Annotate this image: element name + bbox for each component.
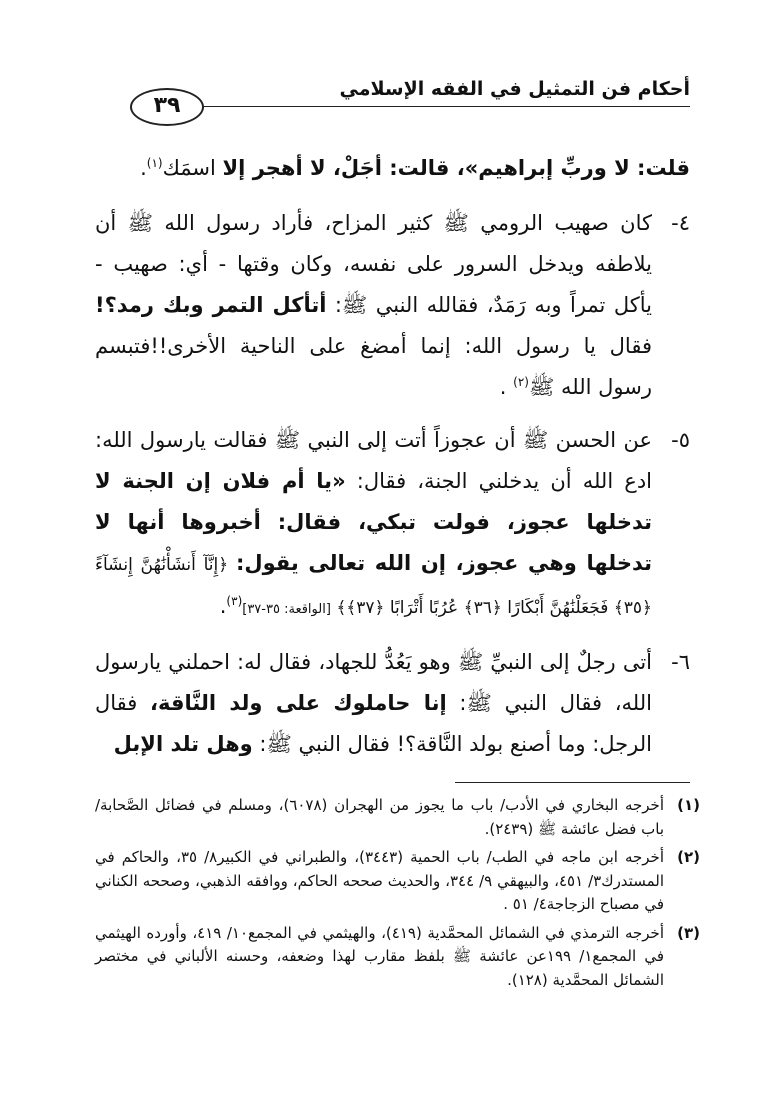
footnote-1: [95, 794, 700, 841]
item4-text-2: فقال يا رسول الله: إنما أمضغ على الناحية الأخرى!!فتبسم رسول الله ﷺ: [95, 334, 652, 399]
item-text-6: [95, 642, 652, 765]
item6-text-1: أتى رجلٌ إلى النبيِّ ﷺ وهو يَعُدُّ للجهاد، فقال له: احملني يارسول الله، فقال النبي ﷺ:: [95, 650, 652, 715]
footnote-ref-2: (٢): [513, 375, 529, 389]
item-text-5: [95, 420, 652, 630]
header-rule: [185, 106, 690, 107]
header-title: أحكام فن التمثيل في الفقه الإسلامي: [339, 78, 690, 100]
continuation-end: .: [140, 156, 147, 180]
footnote-text-1: أخرجه البخاري في الأدب/ باب ما يجوز من الهجران (٦٠٧٨)، ومسلم في فضائل الصَّحابة/ باب فضل عائشة ﷺ (٢٤٣٩).: [95, 796, 664, 838]
item5-bold: «يا أم فلان إن الجنة لا تدخلها عجوز، فولت تبكي، فقال: أخبروها أنها لا تدخلها وهي عجوز، إن الله تعالى يقول:: [95, 469, 652, 575]
item-number-6: ٦-: [671, 650, 690, 674]
continuation-bold: قلت: لا وربِّ إبراهيم»، قالت: أجَلْ، لا أهجر إلا: [222, 156, 690, 180]
footnote-separator: [455, 782, 690, 783]
footnotes: [95, 794, 700, 997]
quran-reference: [الواقعة: ٣٥-٣٧]: [242, 602, 331, 617]
footnote-number-3: (٣): [677, 923, 700, 942]
running-header: [100, 70, 690, 120]
quran-verse: ﴿إِنَّآ أَنشَأْنَٰهُنَّ إِنشَآءً ﴿٣٥﴾ فَجَعَلْنَٰهُنَّ أَبْكَارًا ﴿٣٦﴾ عُرُبًا أَتْرَابًا ﴿٣٧﴾﴾: [95, 555, 652, 618]
footnote-2: [95, 846, 700, 917]
list-item-5: [95, 420, 690, 630]
item6-bold-2: وهل تلد الإبل: [113, 732, 253, 756]
item5-text-1: عن الحسن ﷺ أن عجوزاً أتت إلى النبي ﷺ فقالت يارسول الله: ادع الله أن يدخلني الجنة، فقال:: [95, 428, 652, 493]
footnote-ref-1: (١): [146, 156, 163, 170]
footnote-ref-3: (٣): [226, 594, 243, 608]
item-number-4: ٤-: [671, 211, 690, 235]
list-item-6: [95, 642, 690, 765]
item4-text-1: كان صهيب الرومي ﷺ كثير المزاح، فأراد رسول الله ﷺ أن يلاطفه ويدخل السرور على نفسه، وكان وقتها - أي: صهيب - يأكل تمراً وبه رَمَدٌ، فقالله النبي ﷺ:: [95, 211, 652, 317]
footnote-text-2: أخرجه ابن ماجه في الطب/ باب الحمية (٣٤٤٣)، والطبراني في الكبير٨/ ٣٥، والحاكم في المستدرك٣/ ٤٥١، والبيهقي ٩/ ٣٤٤، والحديث صححه الحاكم، ووافقه الذهبي، وصححه الكناني في مصباح الزجاجة٤/ ٥١ .: [95, 848, 665, 913]
list-item-4: [95, 203, 690, 408]
main-text: [95, 148, 690, 777]
item5-end: .: [219, 594, 227, 618]
item6-bold-1: إنا حاملوك على ولد النَّاقة،: [150, 691, 447, 715]
footnote-number-1: (١): [677, 796, 700, 814]
footnote-text-3: أخرجه الترمذي في الشمائل المحمَّدية (٤١٩)، والهيثمي في المجمع١٠/ ٤١٩، وأورده الهيثمي في المجمع١/ ١٩٩عن عائشة ﷺ بلفظ مقارب لهذا وضعفه، وحسنه الألباني في مختصر الشمائل المحمَّدية (١٢٨).: [95, 923, 664, 989]
footnote-number-2: (٢): [677, 848, 700, 866]
item-number-5: ٥-: [671, 428, 690, 452]
item4-end: .: [499, 375, 514, 399]
item-text-4: [95, 203, 652, 408]
page-number: ٣٩: [130, 88, 204, 126]
item4-bold: أتأكل التمر وبك رمد؟!: [95, 293, 327, 317]
item6-text-2: فقال الرجل: وما أصنع بولد النَّاقة؟! فقال النبي ﷺ:: [95, 691, 652, 756]
continuation-paragraph: [95, 148, 690, 189]
continuation-tail: اسمَك: [162, 156, 216, 180]
footnote-3: [95, 922, 700, 993]
